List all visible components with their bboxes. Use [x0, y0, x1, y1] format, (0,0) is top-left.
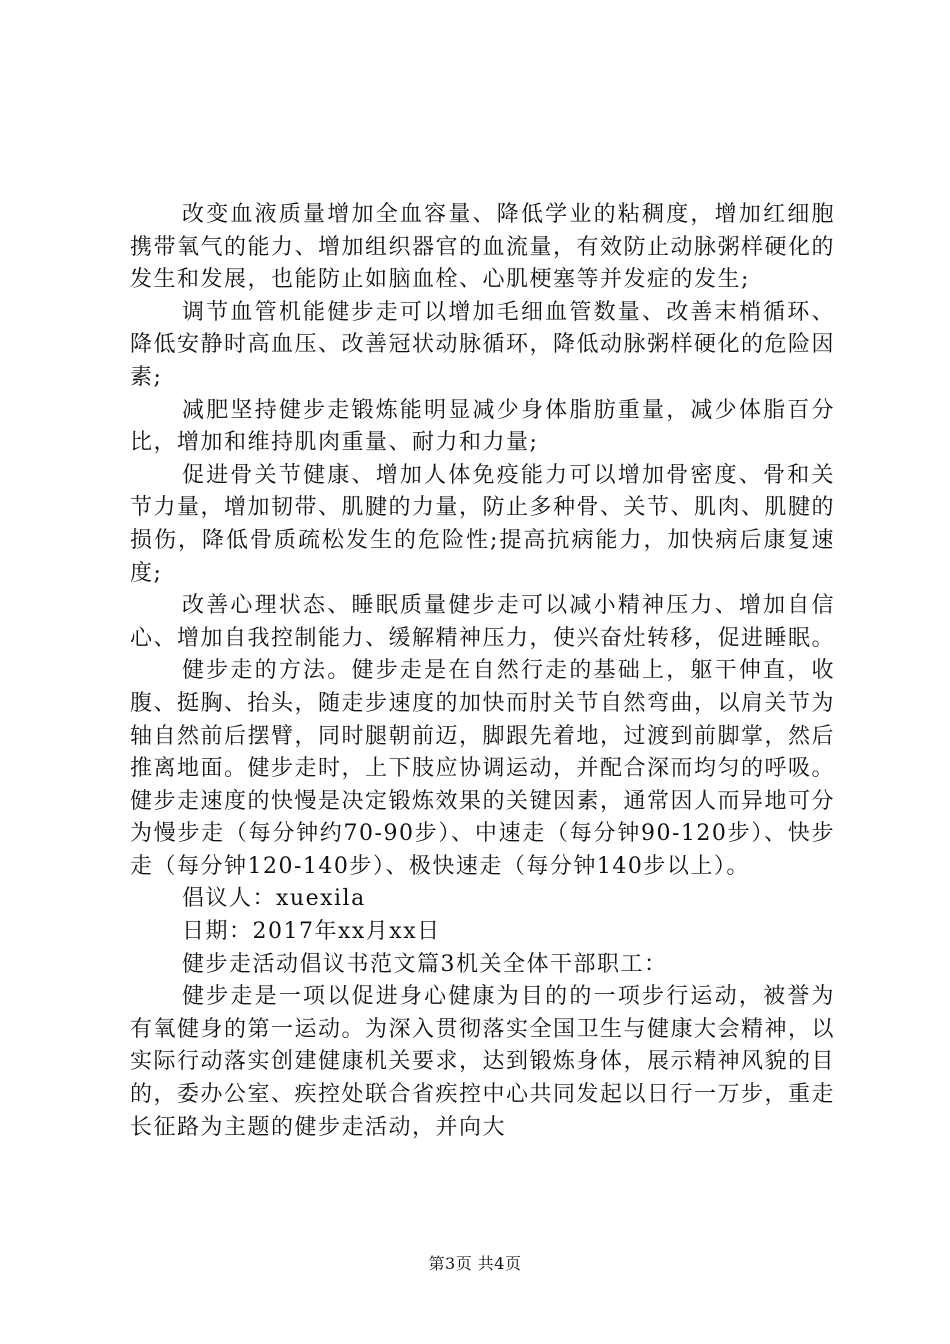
paragraph-activity-intro: 健步走是一项以促进身心健康为目的的一项步行运动，被誉为有氧健身的第一运动。为深入贯彻落实全国卫生与健康大会精神，以实际行动落实创建健康机关要求，达到锻炼身体，展示精神风貌的目的，委办公室、疾控处联合省疾控中心共同发起以日行一万步，重走长征路为主题的健步走活动，并向大 — [130, 984, 836, 1140]
section-heading-sample-3: 健步走活动倡议书范文篇3机关全体干部职工： — [182, 951, 668, 977]
page-number-footer: 第3页 共4页 — [428, 1254, 522, 1273]
signature-initiator: 倡议人：xuexila — [182, 886, 366, 912]
paragraph-blood-quality: 改变血液质量增加全血容量、降低学业的粘稠度，增加红细胞携带氧气的能力、增加组织器官的血流量，有效防止动脉粥样硬化的发生和发展，也能防止如脑血栓、心肌梗塞等并发症的发生; — [130, 202, 836, 293]
paragraph-weight-loss: 减肥坚持健步走锻炼能明显减少身体脂肪重量，减少体脂百分比，增加和维持肌肉重量、耐力和力量; — [130, 397, 835, 456]
paragraph-walking-method: 健步走的方法。健步走是在自然行走的基础上，躯干伸直，收腹、挺胸、抬头，随走步速度的加快而肘关节自然弯曲，以肩关节为轴自然前后摆臂，同时腿朝前迈，脚跟先着地，过渡到前脚掌，然后推离地面。健步走时，上下肢应协调运动，并配合深而均匀的呼吸。健步走速度的快慢是决定锻炼效果的关键因素，通常因人而异地可分为慢步走（每分钟约70-90步）、中速走（每分钟90-120步）、快步走（每分钟120-140步）、极快速走（每分钟140步以上）。 — [130, 658, 836, 879]
document-body — [130, 199, 835, 1144]
paragraph-vascular-function: 调节血管机能健步走可以增加毛细血管数量、改善末梢循环、降低安静时高血压、改善冠状动脉循环，降低动脉粥样硬化的危险因素; — [130, 299, 836, 390]
paragraph-bone-health: 促进骨关节健康、增加人体免疫能力可以增加骨密度、骨和关节力量，增加韧带、肌腱的力量，防止多种骨、关节、肌肉、肌腱的损伤，降低骨质疏松发生的危险性;提高抗病能力，加快病后康复速度; — [130, 462, 836, 586]
paragraph-mental-state: 改善心理状态、睡眠质量健步走可以减小精神压力、增加自信心、增加自我控制能力、缓解精神压力，使兴奋灶转移，促进睡眠。 — [130, 593, 836, 651]
signature-date: 日期：2017年xx月xx日 — [182, 919, 441, 945]
